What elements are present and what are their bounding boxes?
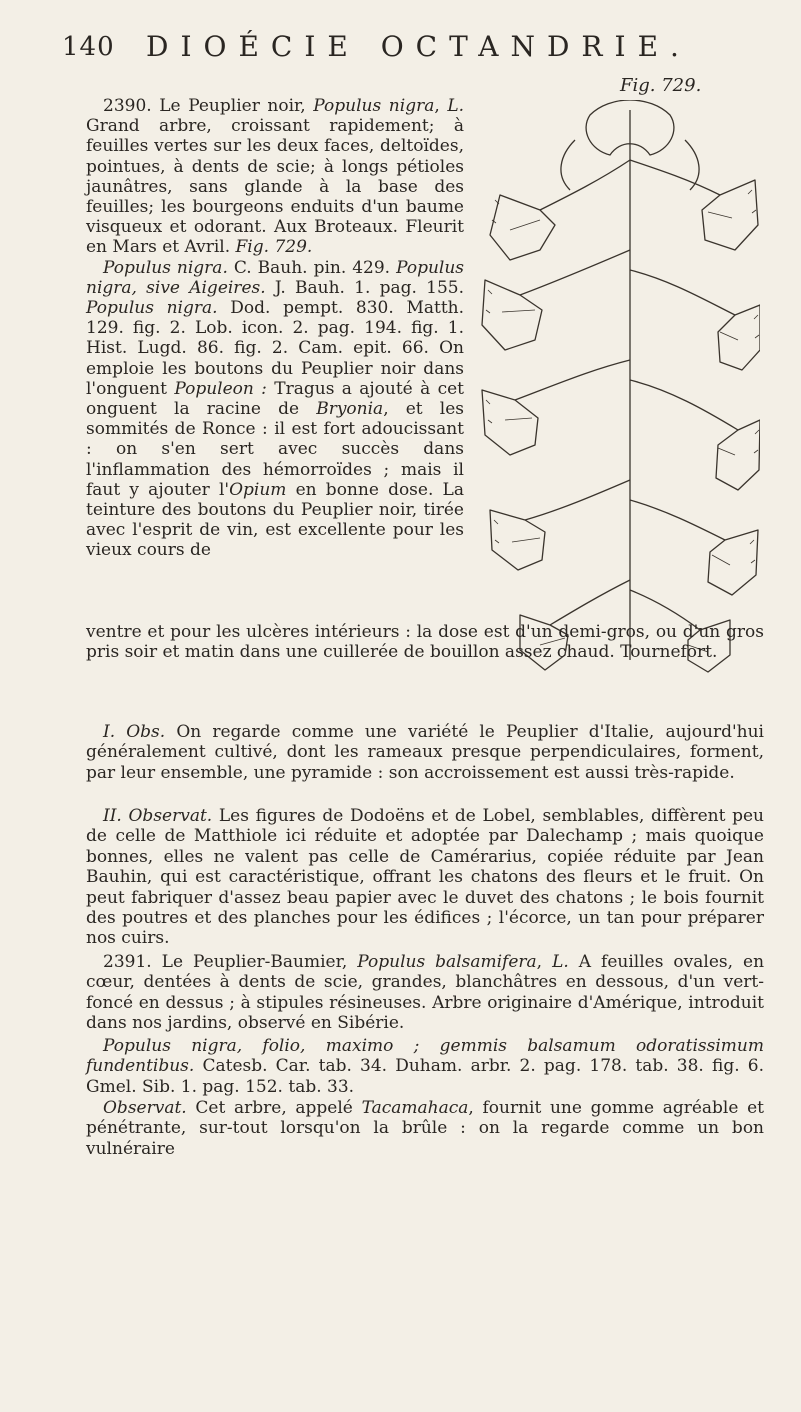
entry-2391-observation	[86, 1098, 764, 1159]
entry-2390-description: 2390. Le Peuplier noir, Populus nigra, L. Grand arbre, croissant rapidement; à feuilles vertes sur les deux faces, deltoïdes, pointues, à dents de scie; à longs pétioles jaunâtres, sans glande à la base des feuilles; les bourgeons enduits d'un baume visqueux et odorant. Aux Broteaux. Fleurit en Mars et Avril. Fig. 729.	[86, 96, 465, 258]
uses-term: Bryonia	[316, 399, 384, 420]
species-description: A feuilles ovales, en cœur, dentées à dents de scie, grandes, blanchâtres en dessous, d'un vert-foncé en dessus ; à stipules résineuses. Arbre originaire d'Amérique, introduit dans nos jardins, observé en Sibérie.	[86, 952, 765, 1034]
latin-name: Populus balsamifera	[357, 952, 537, 972]
synonym-latin: Populus nigra.	[86, 298, 218, 319]
observation-text: On regarde comme une variété le Peuplier d'Italie, aujourd'hui généralement cultivé, dont les rameaux presque perpendiculaires, forment, par leur ensemble, une pyramide : son accroissement est aussi très-rapide.	[86, 722, 764, 783]
latin-name: Populus nigra	[313, 96, 435, 116]
observation-text: Les figures de Dodoëns et de Lobel, semblables, diffèrent peu de celle de Matthiole ici réduite et adoptée par Dalechamp ; mais quoique bonnes, elles ne valent pas celle de Camérarius, copiée réduite par Jean Bauhin, qui est caractéristique, offrant les chatons des fleurs et le fruit. On peut fabriquer d'assez beau papier avec le duvet des chatons ; le bois fournit des poutres et des planches pour les édifices ; l'écorce, un tan pour préparer nos cuirs.	[86, 806, 765, 949]
observation-text: , fournit une gomme agréable et pénétrante, sur-tout lorsqu'on la brûle : on la regarde comme un bon vulnéraire	[86, 1098, 765, 1159]
synonym-latin: Populus nigra, sive Aigeires.	[86, 257, 465, 298]
uses-term: Populeon :	[174, 378, 267, 399]
uses-text-continued: ventre et pour les ulcères intérieurs : la dose est d'un demi-gros, ou d'un gros pris soir et matin dans une cuillerée de bouillon assez chaud. Tournefort.	[86, 622, 764, 663]
entry-number: 2390.	[103, 96, 152, 116]
synonym-reference: Catesb. Car. tab. 34. Duham. arbr. 2. pag. 178. tab. 38. fig. 6. Gmel. Sib. 1. pag. 152. tab. 33.	[86, 1056, 764, 1097]
observation-label: Observat.	[103, 1098, 187, 1118]
page-header	[62, 30, 752, 70]
uses-term: Opium	[229, 479, 287, 500]
figure-label: Fig. 729.	[620, 75, 702, 96]
common-name: Le Peuplier noir,	[159, 96, 306, 116]
uses-text: Tragus a ajouté à cet onguent la racine de	[86, 378, 464, 420]
observation-label: II. Observat.	[103, 806, 213, 826]
entry-2391: 2391. Le Peuplier-Baumier, Populus balsamifera, L. A feuilles ovales, en cœur, dentées à dents de scie, grandes, blanchâtres en dessous, d'un vert-foncé en dessus ; à stipules résineuses. Arbre originaire d'Amérique, introduit dans nos jardins, observé en Sibérie.	[86, 952, 765, 1034]
uses-text: , et les sommités de Ronce : il est fort adoucissant : on s'en sert avec succès dans l'inflammation des hémorroïdes ; mais il faut y ajouter l'	[86, 399, 465, 500]
entry-number: 2391.	[103, 952, 152, 972]
synonym-latin: Populus nigra.	[103, 257, 228, 278]
synonym-reference: C. Bauh. pin. 429.	[233, 257, 391, 278]
figure-reference: Fig. 729.	[235, 237, 313, 258]
observation-1	[86, 722, 764, 783]
page-number: 140	[62, 32, 115, 62]
resin-name: Tacamahaca	[361, 1098, 469, 1118]
synonym-latin: Populus nigra, folio, maximo ; gemmis balsamum odoratissimum fundentibus.	[86, 1036, 764, 1077]
author-abbrev: L.	[552, 952, 569, 972]
entry-2390	[86, 96, 464, 561]
author-abbrev: L.	[447, 96, 465, 116]
species-description: Grand arbre, croissant rapidement; à feuilles vertes sur les deux faces, deltoïdes, pointues, à dents de scie; à longs pétioles jaunâtres, sans glande à la base des feuilles; les bourgeons enduits d'un baume visqueux et odorant. Aux Broteaux. Fleurit en Mars et Avril.	[86, 116, 464, 258]
uses-text: en bonne dose. La teinture des boutons du Peuplier noir, tirée avec l'esprit de vin, est excellente pour les vieux cours de	[86, 479, 464, 561]
observation-text: Cet arbre, appelé	[195, 1098, 353, 1118]
entry-2390-synonyms	[86, 258, 464, 561]
observation-2	[86, 806, 764, 949]
common-name: Le Peuplier-Baumier,	[161, 952, 348, 972]
synonym-reference: J. Bauh. 1. pag. 155.	[274, 277, 464, 298]
observation-label: I. Obs.	[103, 722, 166, 742]
populus-nigra-leaf-branch-engraving-icon	[480, 100, 760, 680]
synonym-reference: Dod. pempt. 830. Matth. 129. fig. 2. Lob. icon. 2. pag. 194. fig. 1. Hist. Lugd. 86. fig. 2. Cam. epit. 66.	[86, 298, 465, 359]
entry-2390-continuation	[86, 622, 764, 663]
uses-text: On emploie les boutons du Peuplier noir dans l'onguent	[86, 338, 465, 399]
entry-2391-synonyms	[86, 1036, 764, 1097]
running-title: DIOÉCIE OCTANDRIE.	[146, 30, 691, 63]
